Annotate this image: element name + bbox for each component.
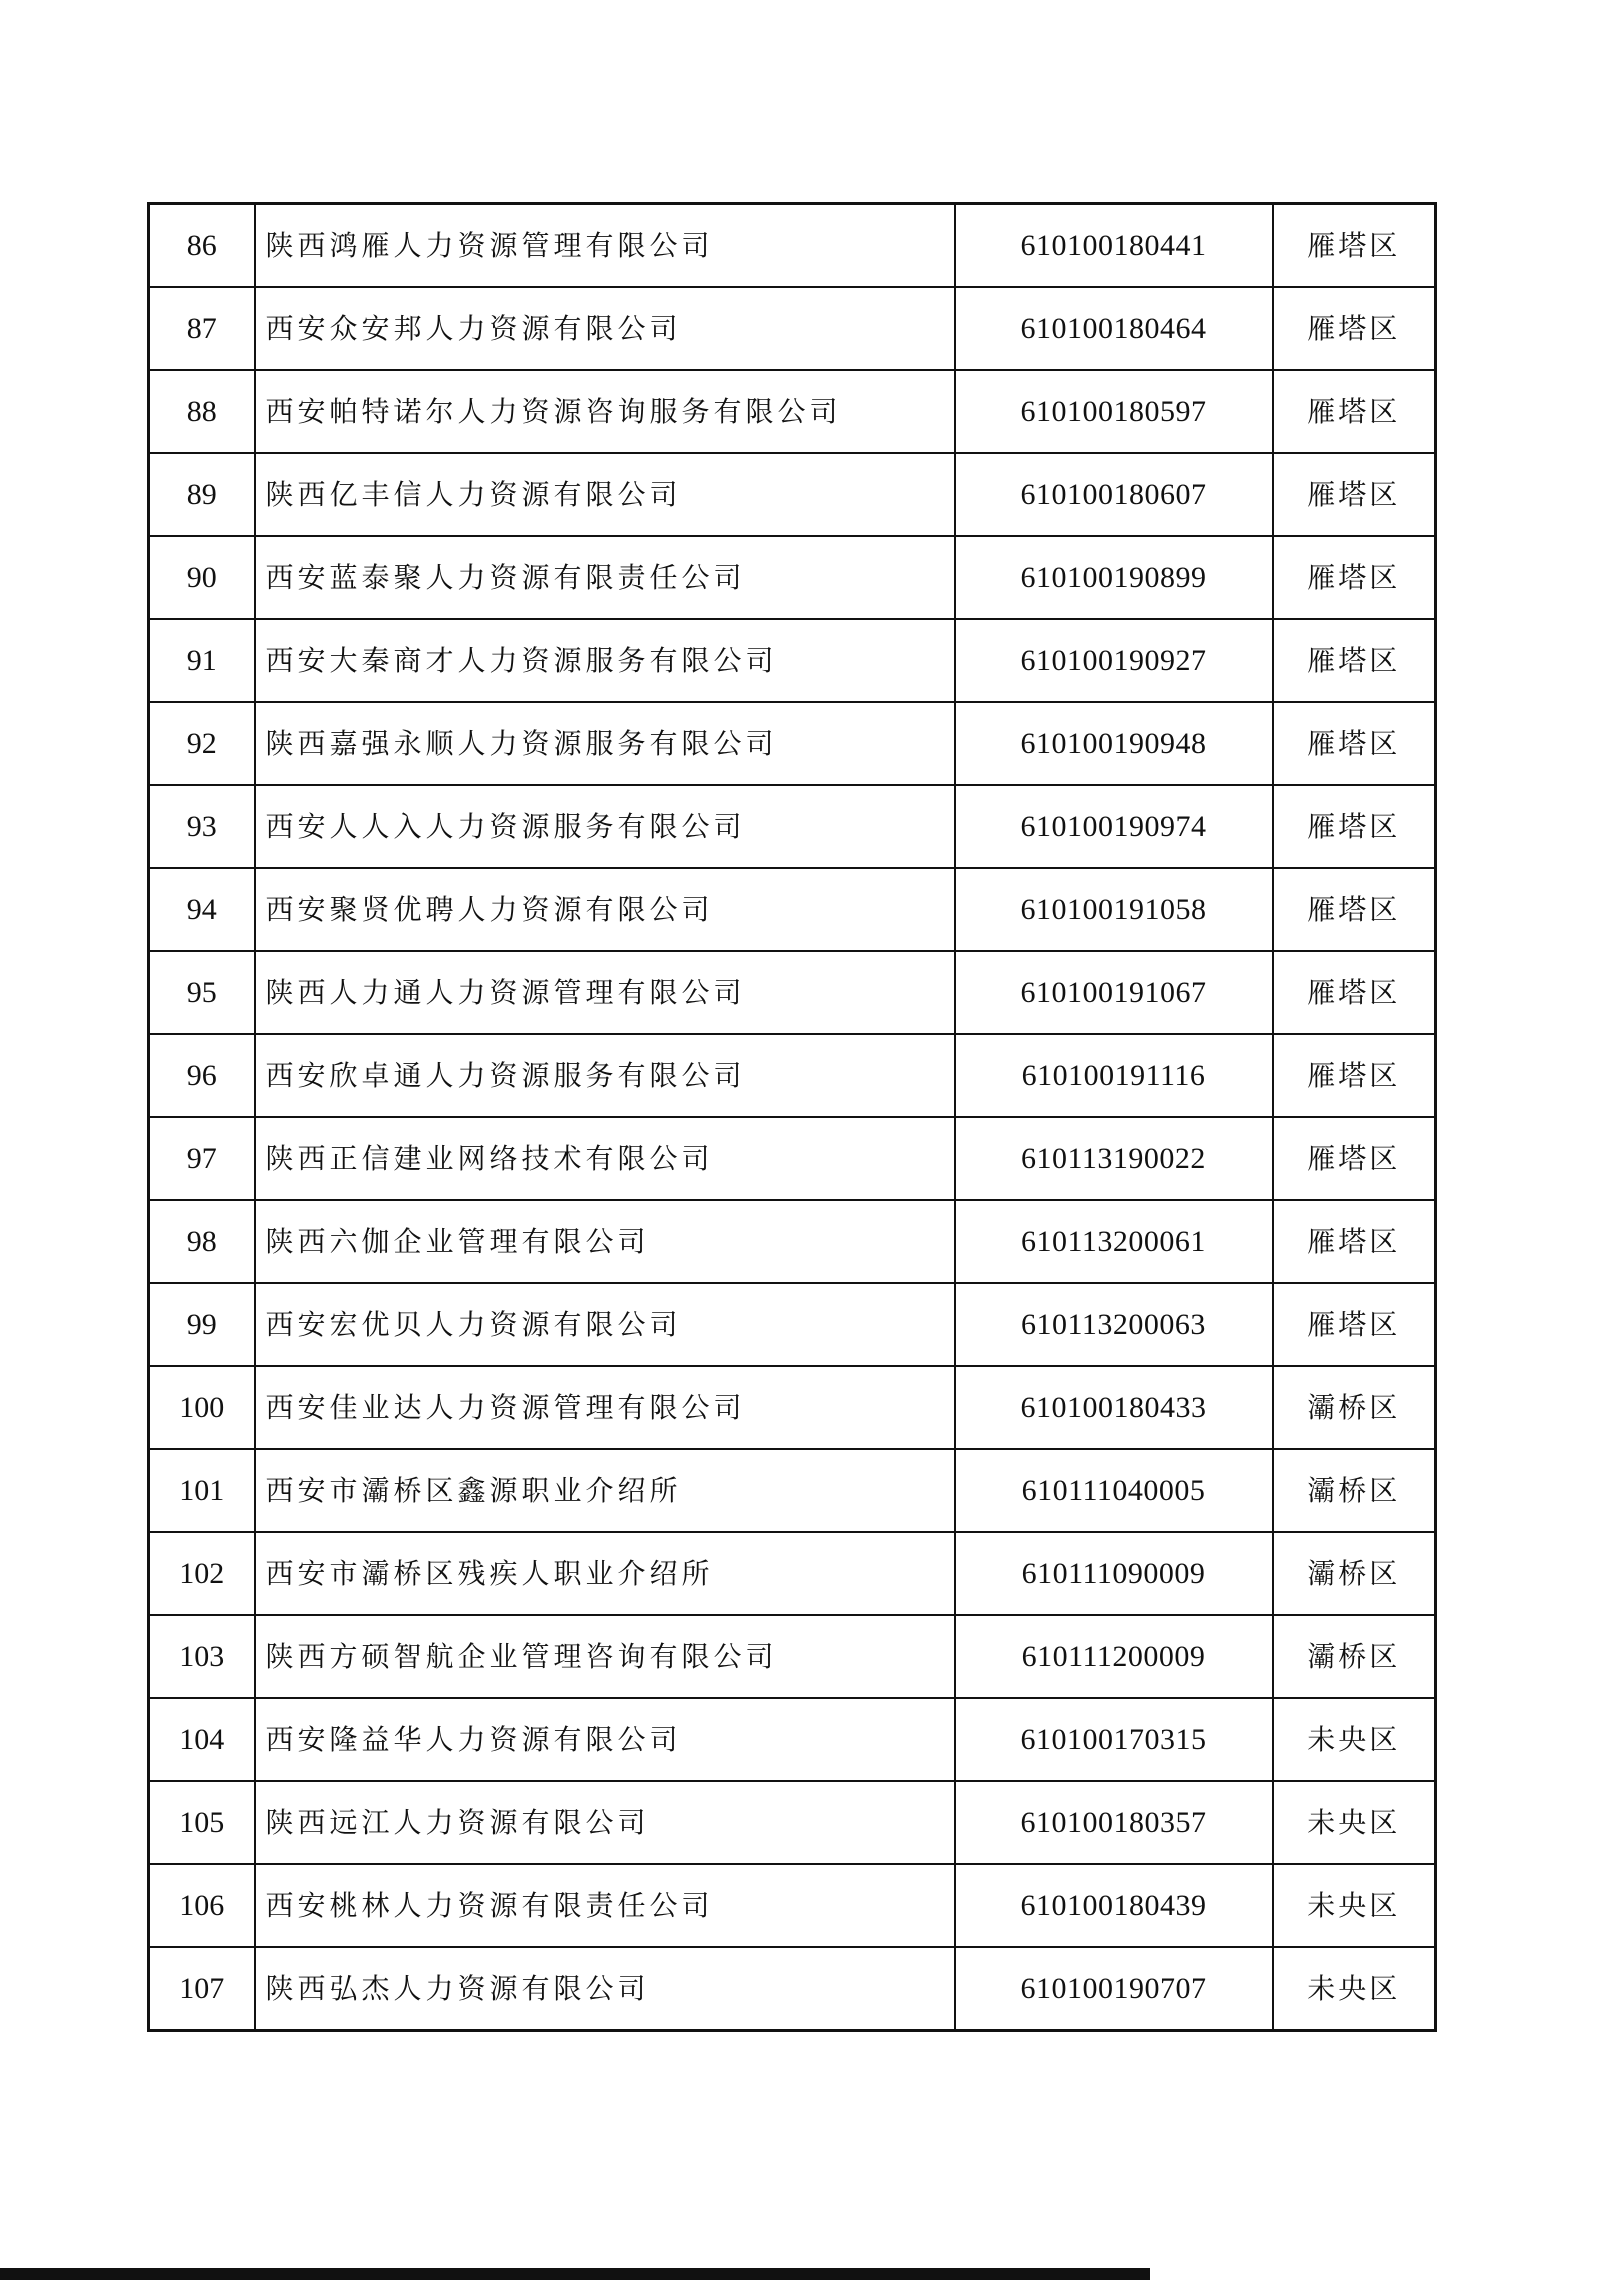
agency-name: 西安众安邦人力资源有限公司 (255, 287, 955, 370)
license-code: 610100190899 (955, 536, 1273, 619)
table-row (149, 370, 1436, 453)
district: 未央区 (1273, 1864, 1436, 1947)
agency-name: 陕西人力通人力资源管理有限公司 (255, 951, 955, 1034)
district: 雁塔区 (1273, 1283, 1436, 1366)
license-code: 610100180357 (955, 1781, 1273, 1864)
row-number: 91 (149, 619, 255, 702)
table-row (149, 868, 1436, 951)
license-code: 610111040005 (955, 1449, 1273, 1532)
license-code: 610100180433 (955, 1366, 1273, 1449)
license-code: 610100191116 (955, 1034, 1273, 1117)
agency-name: 西安人人入人力资源服务有限公司 (255, 785, 955, 868)
agency-name: 陕西嘉强永顺人力资源服务有限公司 (255, 702, 955, 785)
district: 雁塔区 (1273, 619, 1436, 702)
district: 雁塔区 (1273, 536, 1436, 619)
district: 雁塔区 (1273, 1117, 1436, 1200)
district: 未央区 (1273, 1781, 1436, 1864)
row-number: 107 (149, 1947, 255, 2031)
row-number: 105 (149, 1781, 255, 1864)
row-number: 88 (149, 370, 255, 453)
table-row (149, 1117, 1436, 1200)
row-number: 97 (149, 1117, 255, 1200)
license-code: 610100180597 (955, 370, 1273, 453)
district: 雁塔区 (1273, 702, 1436, 785)
agency-name: 西安聚贤优聘人力资源有限公司 (255, 868, 955, 951)
license-code: 610100191058 (955, 868, 1273, 951)
license-code: 610100190974 (955, 785, 1273, 868)
license-code: 610100180464 (955, 287, 1273, 370)
license-code: 610100180439 (955, 1864, 1273, 1947)
license-code: 610113200061 (955, 1200, 1273, 1283)
agency-name: 陕西弘杰人力资源有限公司 (255, 1947, 955, 2031)
agency-name: 陕西正信建业网络技术有限公司 (255, 1117, 955, 1200)
table-row (149, 1366, 1436, 1449)
table-row (149, 619, 1436, 702)
district: 雁塔区 (1273, 1034, 1436, 1117)
agency-name: 西安市灞桥区残疾人职业介绍所 (255, 1532, 955, 1615)
license-code: 610113190022 (955, 1117, 1273, 1200)
district: 雁塔区 (1273, 204, 1436, 288)
district: 雁塔区 (1273, 1200, 1436, 1283)
district: 雁塔区 (1273, 868, 1436, 951)
table-row (149, 1698, 1436, 1781)
row-number: 95 (149, 951, 255, 1034)
row-number: 90 (149, 536, 255, 619)
agency-name: 西安蓝泰聚人力资源有限责任公司 (255, 536, 955, 619)
table-row (149, 1947, 1436, 2031)
table-row (149, 1781, 1436, 1864)
district: 雁塔区 (1273, 785, 1436, 868)
table-row (149, 1200, 1436, 1283)
table-row (149, 453, 1436, 536)
license-code: 610100190927 (955, 619, 1273, 702)
table-row (149, 1615, 1436, 1698)
agency-name: 陕西亿丰信人力资源有限公司 (255, 453, 955, 536)
license-code: 610100180607 (955, 453, 1273, 536)
row-number: 106 (149, 1864, 255, 1947)
agency-name: 西安佳业达人力资源管理有限公司 (255, 1366, 955, 1449)
table-row (149, 1864, 1436, 1947)
table-row (149, 702, 1436, 785)
license-code: 610111090009 (955, 1532, 1273, 1615)
table-row (149, 951, 1436, 1034)
agency-name: 陕西方硕智航企业管理咨询有限公司 (255, 1615, 955, 1698)
scan-edge-bar (0, 2268, 1150, 2280)
district: 未央区 (1273, 1947, 1436, 2031)
agency-name: 西安欣卓通人力资源服务有限公司 (255, 1034, 955, 1117)
table-row (149, 1449, 1436, 1532)
row-number: 104 (149, 1698, 255, 1781)
license-code: 610111200009 (955, 1615, 1273, 1698)
agency-name: 西安大秦商才人力资源服务有限公司 (255, 619, 955, 702)
district: 未央区 (1273, 1698, 1436, 1781)
district: 雁塔区 (1273, 287, 1436, 370)
row-number: 89 (149, 453, 255, 536)
row-number: 96 (149, 1034, 255, 1117)
district: 灞桥区 (1273, 1366, 1436, 1449)
license-code: 610100190948 (955, 702, 1273, 785)
row-number: 94 (149, 868, 255, 951)
agency-name: 西安宏优贝人力资源有限公司 (255, 1283, 955, 1366)
agency-name: 西安隆益华人力资源有限公司 (255, 1698, 955, 1781)
row-number: 98 (149, 1200, 255, 1283)
table-row (149, 287, 1436, 370)
table-row (149, 536, 1436, 619)
row-number: 102 (149, 1532, 255, 1615)
license-code: 610100191067 (955, 951, 1273, 1034)
row-number: 99 (149, 1283, 255, 1366)
agency-name: 西安市灞桥区鑫源职业介绍所 (255, 1449, 955, 1532)
table-row (149, 204, 1436, 288)
row-number: 92 (149, 702, 255, 785)
district: 灞桥区 (1273, 1532, 1436, 1615)
district: 雁塔区 (1273, 453, 1436, 536)
row-number: 100 (149, 1366, 255, 1449)
agency-registry-table (147, 202, 1437, 2032)
table-row (149, 1034, 1436, 1117)
row-number: 103 (149, 1615, 255, 1698)
district: 雁塔区 (1273, 370, 1436, 453)
row-number: 101 (149, 1449, 255, 1532)
row-number: 87 (149, 287, 255, 370)
table-row (149, 1283, 1436, 1366)
agency-name: 陕西六伽企业管理有限公司 (255, 1200, 955, 1283)
license-code: 610113200063 (955, 1283, 1273, 1366)
license-code: 610100190707 (955, 1947, 1273, 2031)
license-code: 610100170315 (955, 1698, 1273, 1781)
table-row (149, 1532, 1436, 1615)
district: 灞桥区 (1273, 1449, 1436, 1532)
agency-name: 陕西远江人力资源有限公司 (255, 1781, 955, 1864)
row-number: 93 (149, 785, 255, 868)
table-row (149, 785, 1436, 868)
agency-name: 陕西鸿雁人力资源管理有限公司 (255, 204, 955, 288)
license-code: 610100180441 (955, 204, 1273, 288)
agency-name: 西安帕特诺尔人力资源咨询服务有限公司 (255, 370, 955, 453)
district: 雁塔区 (1273, 951, 1436, 1034)
district: 灞桥区 (1273, 1615, 1436, 1698)
row-number: 86 (149, 204, 255, 288)
agency-name: 西安桃林人力资源有限责任公司 (255, 1864, 955, 1947)
